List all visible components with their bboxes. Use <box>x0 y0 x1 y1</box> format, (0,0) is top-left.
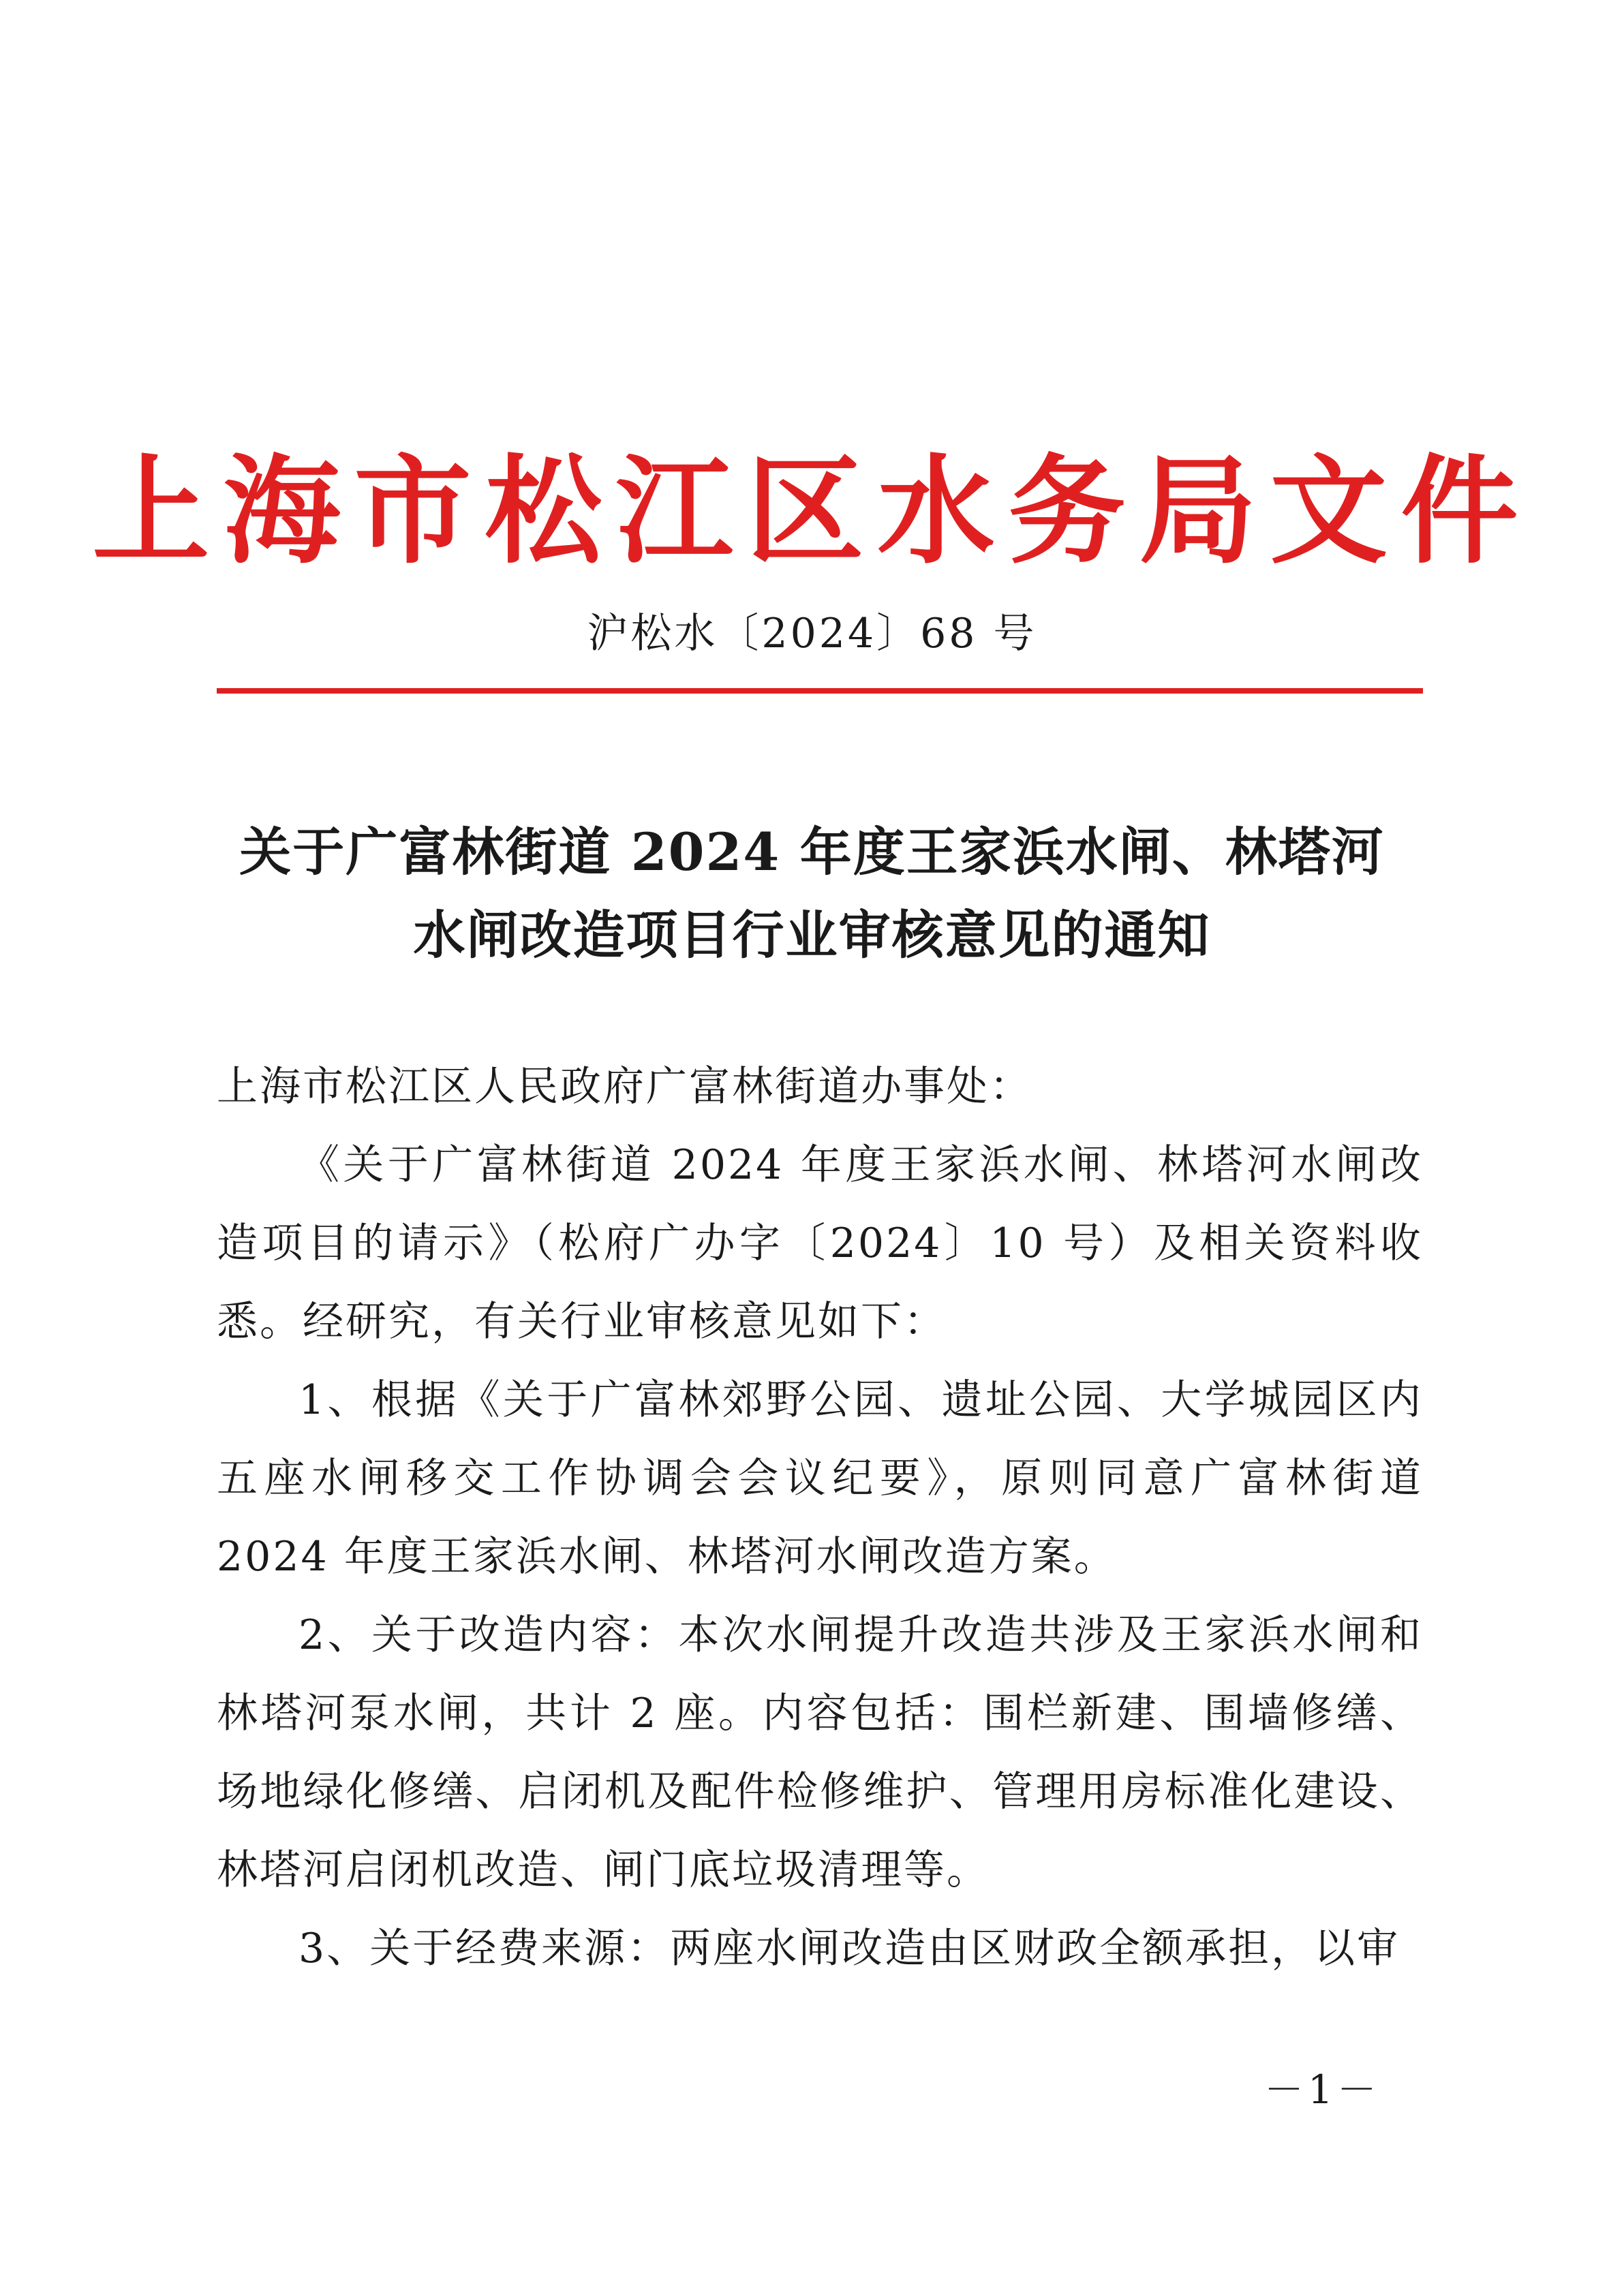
body-paragraph-item-3: 3、关于经费来源：两座水闸改造由区财政全额承担，以审 <box>298 1925 1400 1972</box>
notice-title-line-1: 关于广富林街道 2024 年度王家浜水闸、林塔河 <box>239 822 1385 882</box>
body-paragraph-intro: 《关于广富林街道 2024 年度王家浜水闸、林塔河水闸改造项目的请示》（松府广办字〔2024〕10 号）及相关资料收悉。经研究，有关行业审核意见如下： <box>217 1141 1423 1346</box>
notice-body <box>217 1048 1423 1988</box>
red-divider-line <box>217 688 1423 694</box>
salutation: 上海市松江区人民政府广富林街道办事处： <box>217 1063 1032 1111</box>
body-paragraph-item-2: 2、关于改造内容：本次水闸提升改造共涉及王家浜水闸和林塔河泵水闸，共计 2 座。内容包括：围栏新建、围墙修缮、场地绿化修缮、启闭机及配件检修维护、管理用房标准化建设、林塔河启闭机改造、闸门底垃圾清理等。 <box>217 1611 1423 1894</box>
body-paragraph-item-1: 1、根据《关于广富林郊野公园、遗址公园、大学城园区内五座水闸移交工作协调会会议纪要》，原则同意广富林街道 2024 年度王家浜水闸、林塔河水闸改造方案。 <box>217 1376 1423 1581</box>
masthead-title: 上海市松江区水务局文件 <box>92 441 1532 580</box>
document-number: 沪松水〔2024〕68 号 <box>587 610 1037 657</box>
notice-title-line-2: 水闸改造项目行业审核意见的通知 <box>413 905 1211 965</box>
notice-title <box>136 811 1488 977</box>
page-number: －1－ <box>1264 2066 1381 2113</box>
